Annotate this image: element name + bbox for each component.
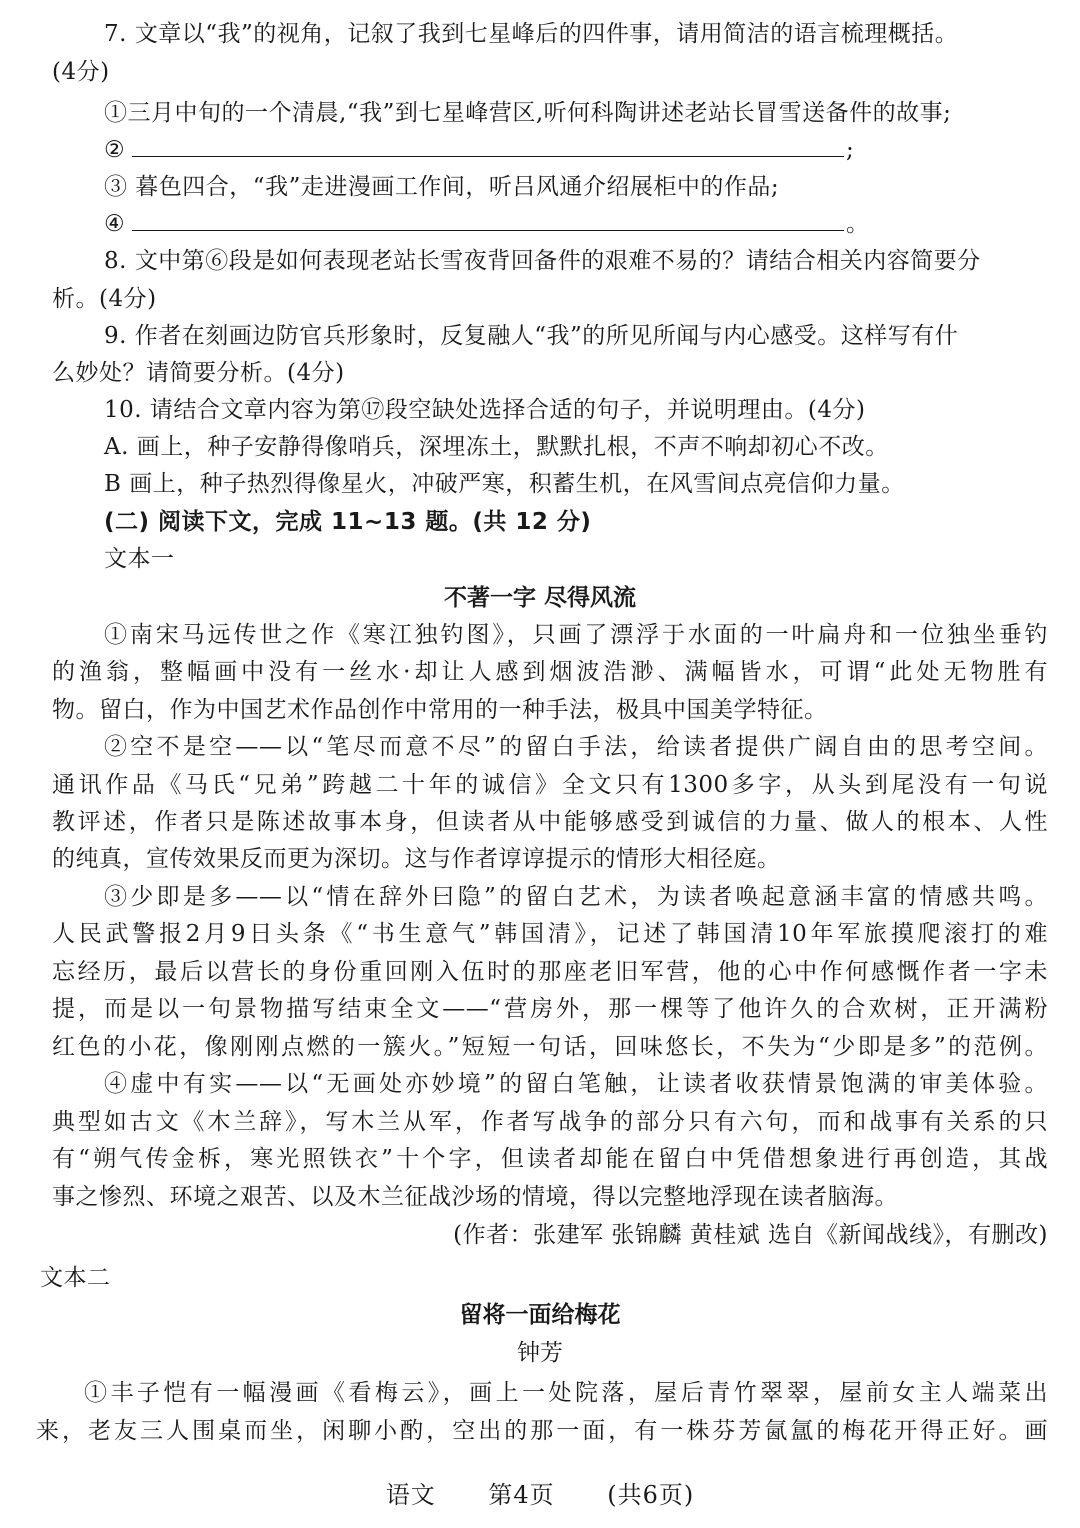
text-1-title: 不著一字 尽得风流 xyxy=(443,585,636,611)
text-1-line: ①南宋马远传世之作《寒江独钓图》，只画了漂浮于水面的一叶扁舟和一位独坐垂钓 xyxy=(104,622,1048,648)
q7-item-3: ③ 暮色四合，“我”走进漫画工作间，听吕风通介绍展柜中的作品; xyxy=(104,174,780,200)
q10-option-a: A. 画上，种子安静得像哨兵，深埋冻土，默默扎根，不声不响却初心不改。 xyxy=(104,434,889,460)
text-1-line: 典型如古文《木兰辞》，写木兰从军，作者写战争的部分只有六句，而和战事有关系的只 xyxy=(52,1109,1048,1135)
text-1-line: ③少即是多——以“情在辞外曰隐”的留白艺术，为读者唤起意涵丰富的情感共鸣。 xyxy=(104,884,1048,910)
text-1-line: 的渔翁，整幅画中没有一丝水·却让人感到烟波浩渺、满幅皆水，可谓“此处无物胜有 xyxy=(52,659,1048,685)
q7-answer-blank-4[interactable] xyxy=(132,230,844,231)
q7-item-2-end: ; xyxy=(846,137,855,163)
section-2-header: (二) 阅读下文，完成 11~13 题。(共 12 分) xyxy=(104,509,592,535)
q7-answer-blank-2[interactable] xyxy=(132,156,844,157)
q9-line-1: 9. 作者在刻画边防官兵形象时，反复融人“我”的所见所闻与内心感受。这样写有什 xyxy=(104,323,959,349)
q10-option-b: B 画上，种子热烈得像星火，冲破严寒，积蓄生机，在风雪间点亮信仰力量。 xyxy=(104,471,905,497)
text-1-line: 物。留白，作为中国艺术作品创作中常用的一种手法，极具中国美学特征。 xyxy=(52,697,828,723)
q10-line-1: 10. 请结合文章内容为第⑰段空缺处选择合适的句子，并说明理由。(4分) xyxy=(104,397,866,423)
q7-item-4-marker: ④ xyxy=(104,211,126,237)
q7-item-2-marker: ② xyxy=(104,137,126,163)
text-1-line: 人民武警报2月9日头条《“书生意气”韩国清》，记述了韩国清10年军旅摸爬滚打的难 xyxy=(52,921,1048,947)
text-2-line: 来，老友三人围桌而坐，闲聊小酌，空出的那一面，有一株芬芳氤氲的梅花开得正好。画 xyxy=(36,1418,1048,1444)
footer-subject: 语文 xyxy=(385,1481,436,1509)
text-1-label: 文本一 xyxy=(104,546,175,572)
text-1-line: ②空不是空——以“笔尽而意不尽”的留白手法，给读者提供广阔自由的思考空间。 xyxy=(104,734,1048,760)
text-1-line: 忘经历，最后以营长的身份重回刚入伍时的那座老旧军营，他的心中作何感慨作者一字未 xyxy=(52,959,1048,985)
q8-line-2: 析。(4分) xyxy=(52,286,157,312)
text-2-title: 留将一面给梅花 xyxy=(459,1302,621,1328)
text-1-line: 事之惨烈、环境之艰苦、以及木兰征战沙场的情境，得以完整地浮现在读者脑海。 xyxy=(52,1184,898,1210)
text-1-line: 红色的小花，像刚刚点燃的一簇火。”短短一句话，回味悠长，不失为“少即是多”的范例。 xyxy=(52,1034,1048,1060)
footer-page-number: 第4页 xyxy=(488,1481,555,1509)
q9-line-2: 么妙处？请简要分析。(4分) xyxy=(52,360,345,386)
text-1-line: ④虚中有实——以“无画处亦妙境”的留白笔触，让读者收获情景饱满的审美体验。 xyxy=(104,1071,1048,1097)
q7-line-1: 7. 文章以“我”的视角，记叙了我到七星峰后的四件事，请用简洁的语言梳理概括。 xyxy=(104,21,959,47)
text-1-line: 提，而是以一句景物描写结束全文——“营房外，那一棵等了他许久的合欢树，正开满粉 xyxy=(52,996,1048,1022)
text-1-line: 的纯真，宣传效果反而更为深切。这与作者谆谆提示的情形大相径庭。 xyxy=(52,846,781,872)
page-footer xyxy=(0,1478,1080,1512)
q7-item-1: ①三月中旬的一个清晨,“我”到七星峰营区,听何科陶讲述老站长冒雪送备件的故事; xyxy=(104,100,952,126)
q7-line-2: (4分) xyxy=(52,59,110,85)
q7-item-4-end: 。 xyxy=(846,211,870,237)
text-2-line: ①丰子恺有一幅漫画《看梅云》，画上一处院落，屋后青竹翠翠，屋前女主人端菜出 xyxy=(84,1380,1048,1406)
text-1-source: (作者：张建军 张锦麟 黄桂斌 选自《新闻战线》，有删改) xyxy=(453,1222,1048,1248)
text-1-line: 通讯作品《马氏“兄弟”跨越二十年的诚信》全文只有1300多字，从头到尾没有一句说 xyxy=(52,772,1048,798)
text-2-author: 钟芳 xyxy=(517,1340,563,1366)
footer-total-pages: (共6页) xyxy=(607,1481,695,1509)
text-2-label: 文本二 xyxy=(40,1265,111,1291)
q8-line-1: 8. 文中第⑥段是如何表现老站长雪夜背回备件的艰难不易的？请结合相关内容简要分 xyxy=(104,248,981,274)
text-1-line: 教评述，作者只是陈述故事本身，但读者从中能够感受到诚信的力量、做人的根本、人性 xyxy=(52,809,1048,835)
text-1-line: 有“朔气传金柝，寒光照铁衣”十个字，但读者却能在留白中凭借想象进行再创造，其战 xyxy=(52,1146,1048,1172)
